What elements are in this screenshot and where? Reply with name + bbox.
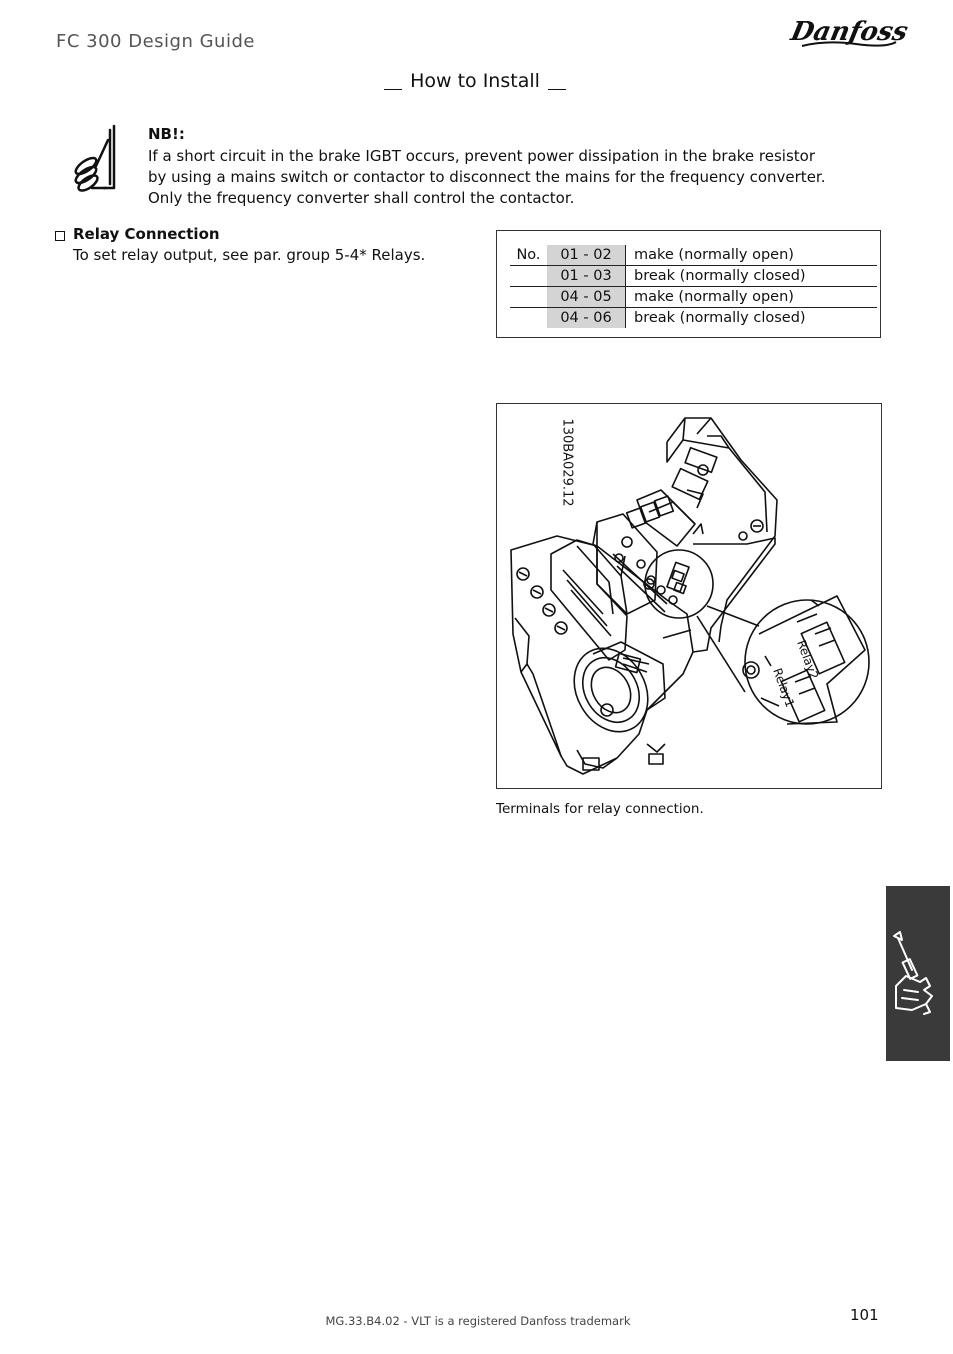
relay2-label: Relay2 <box>794 638 822 682</box>
function-cell: make (normally open) <box>626 245 878 266</box>
terminal-cell: 01 - 03 <box>547 266 626 287</box>
relay-terminal-drawing <box>497 404 881 788</box>
footer-text: MG.33.B4.02 - VLT is a registered Danfoss trademark <box>325 1314 631 1328</box>
section-title <box>0 70 950 92</box>
relay-table <box>510 245 877 328</box>
title-dash-left <box>384 89 402 90</box>
note-label: NB!: <box>148 125 185 143</box>
table-row <box>510 308 877 329</box>
empty-cell <box>510 287 547 308</box>
chapter-side-tab <box>886 886 950 1061</box>
table-row <box>510 245 877 266</box>
note-text: If a short circuit in the brake IGBT occurs, prevent power dissipation in the brake resistor by using a mains switch or contactor to disconnect the mains for the frequency converter. Only the frequency converter shall control the contactor. <box>148 147 826 207</box>
terminal-cell: 04 - 06 <box>547 308 626 329</box>
terminal-cell: 01 - 02 <box>547 245 626 266</box>
relay-connection-text: To set relay output, see par. group 5-4* Relays. <box>73 246 426 264</box>
document-title: FC 300 Design Guide <box>56 31 255 52</box>
page-number: 101 <box>850 1306 879 1324</box>
screwdriver-hand-icon <box>886 886 950 1061</box>
function-cell: break (normally closed) <box>626 266 878 287</box>
empty-cell <box>510 308 547 329</box>
svg-text:Danfoss: Danfoss <box>788 16 911 47</box>
figure-code: 130BA029.12 <box>559 418 575 507</box>
empty-cell <box>510 266 547 287</box>
bullet-square-icon <box>55 231 65 241</box>
figure-caption: Terminals for relay connection. <box>496 801 704 817</box>
terminal-cell: 04 - 05 <box>547 287 626 308</box>
relay1-label: Relay1 <box>770 666 798 710</box>
section-title-text: How to Install <box>410 70 540 92</box>
no-header: No. <box>510 245 547 266</box>
table-row <box>510 287 877 308</box>
relay-table-box <box>496 230 881 338</box>
relay-connection-heading: Relay Connection <box>73 225 220 243</box>
relay-terminal-figure <box>496 403 882 789</box>
title-dash-right <box>548 89 566 90</box>
function-cell: break (normally closed) <box>634 310 806 326</box>
function-cell: make (normally open) <box>626 287 878 308</box>
table-row <box>510 266 877 287</box>
danfoss-logo <box>788 10 911 54</box>
pointing-hand-icon <box>70 122 126 194</box>
